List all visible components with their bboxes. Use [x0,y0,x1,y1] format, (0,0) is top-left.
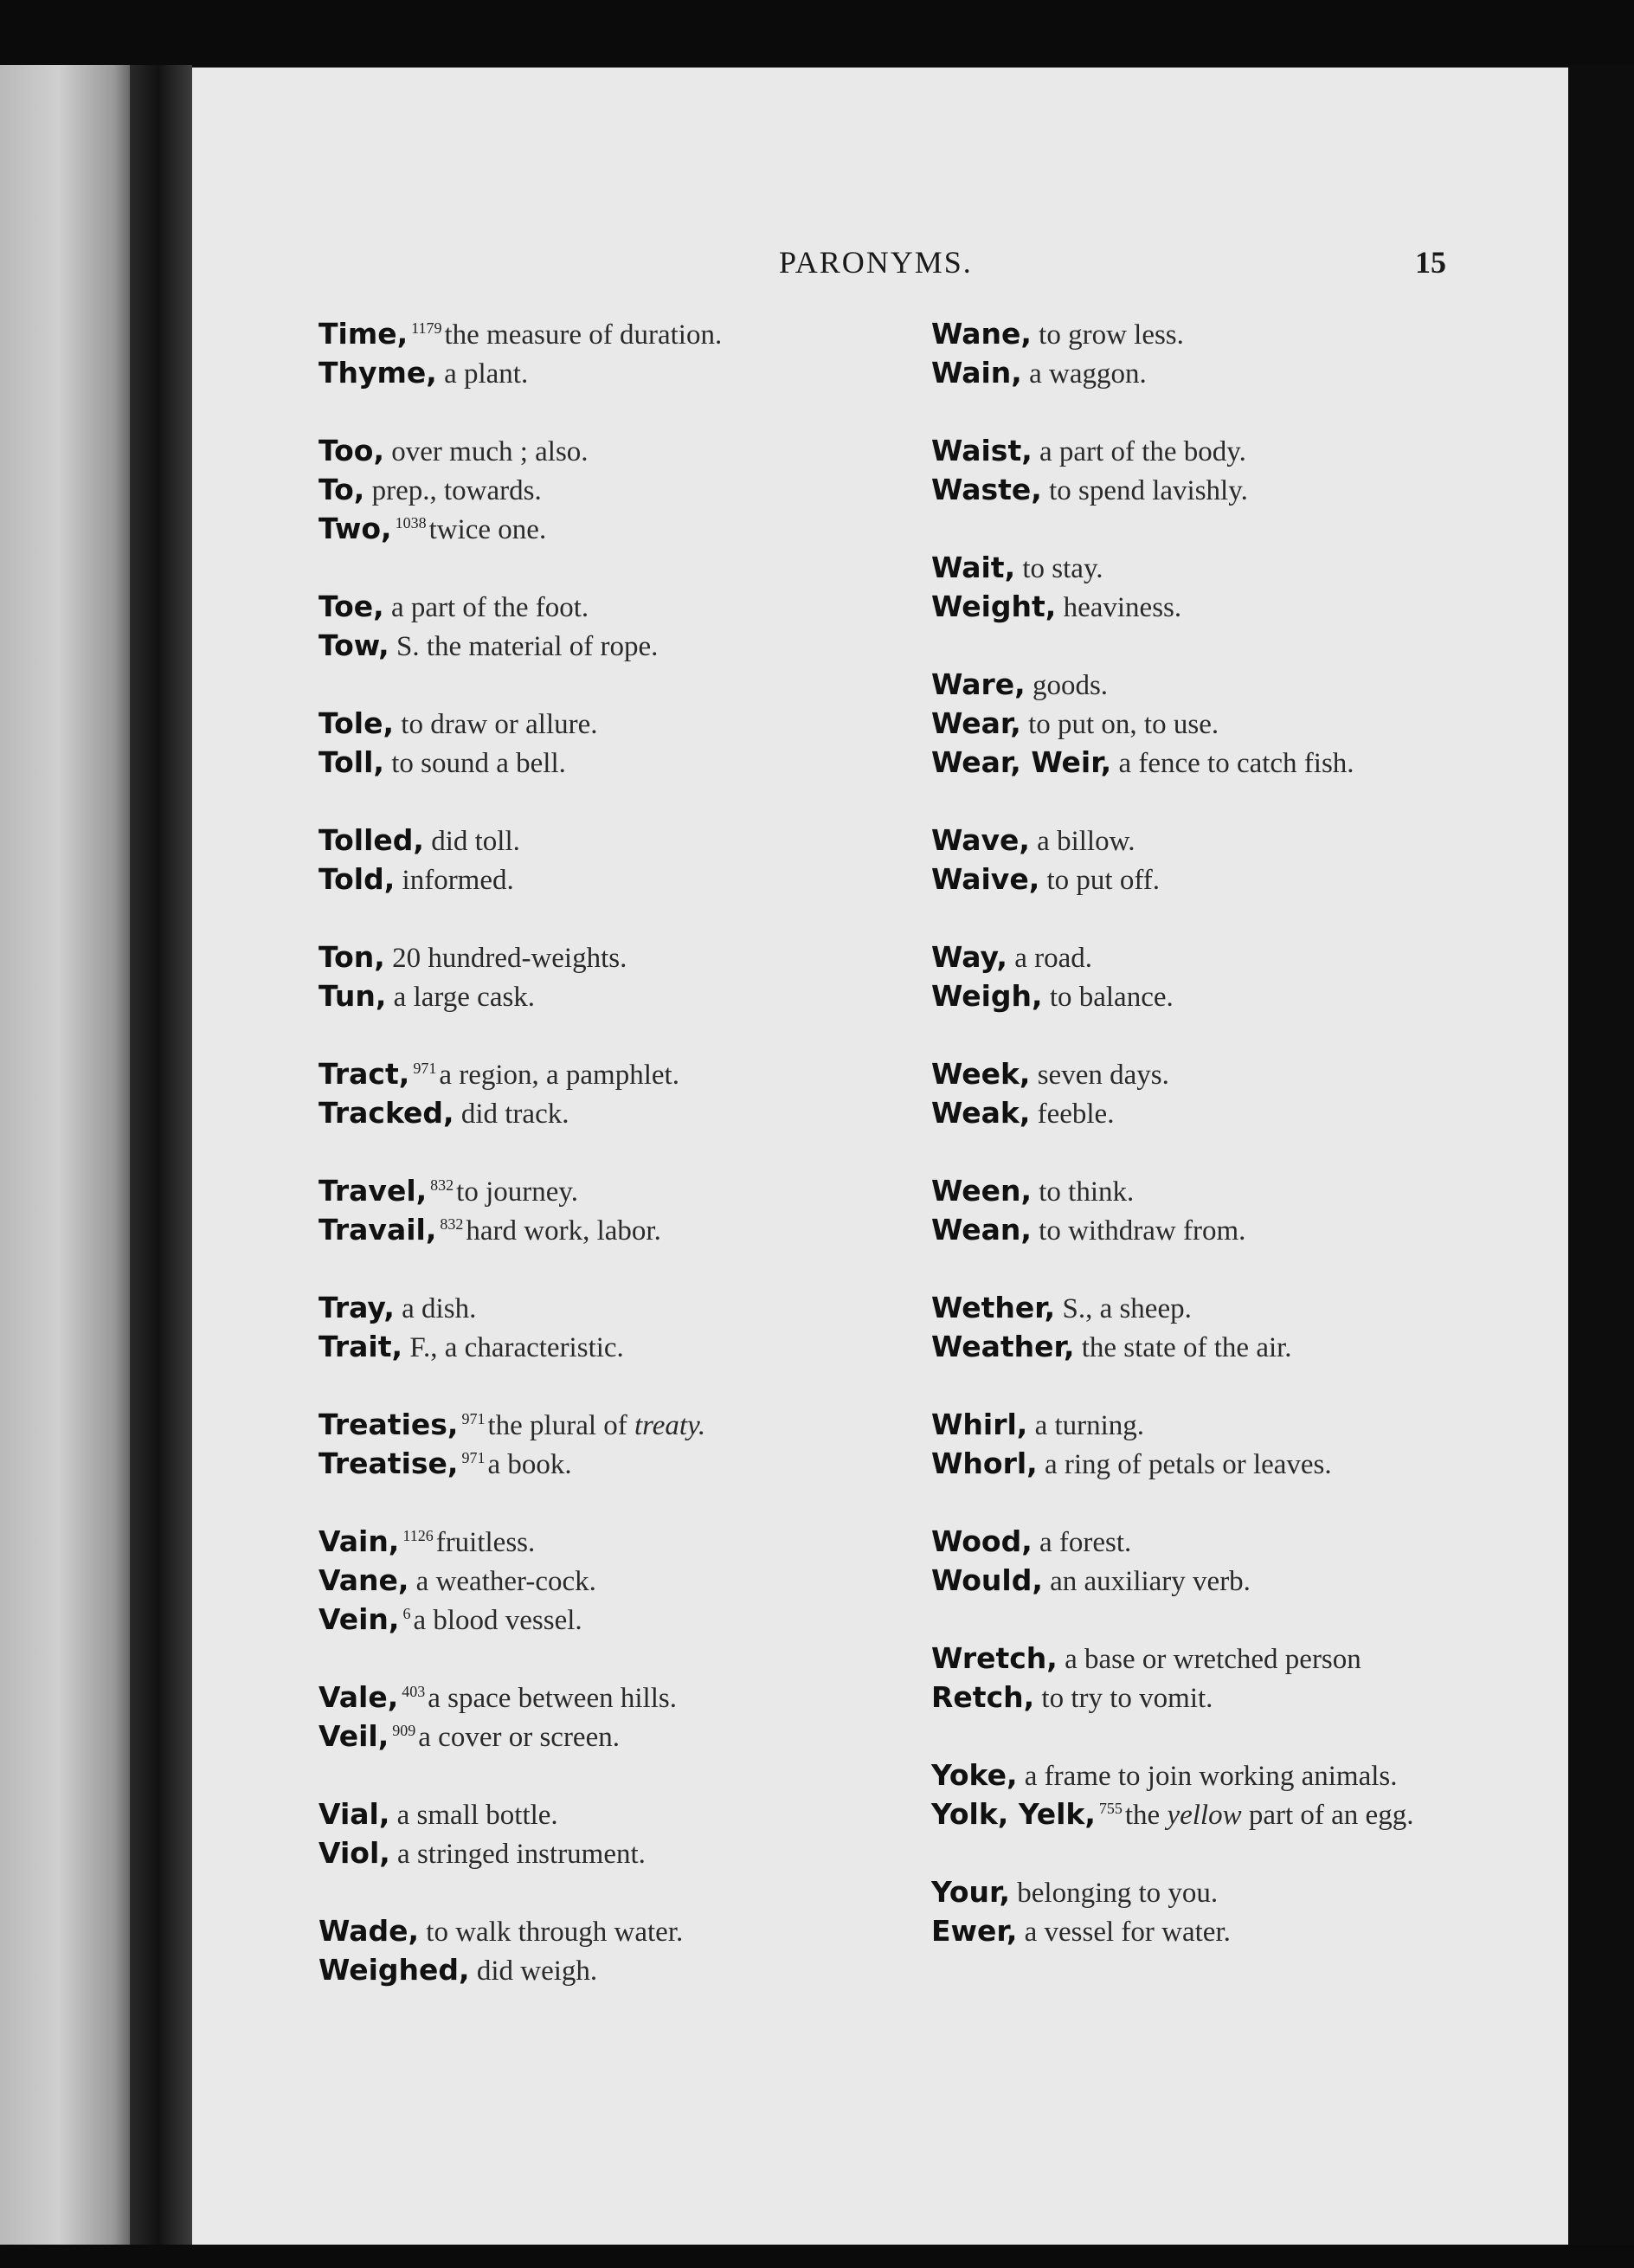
definition: seven days. [1037,1060,1169,1091]
paronym-entry [931,1640,1451,1678]
paronym-group [931,1172,1451,1250]
paronym-group [318,1172,872,1250]
paronym-group [931,666,1451,783]
paronym-group [931,1640,1451,1717]
headword: Too, [318,434,385,467]
paronym-entry [318,471,872,510]
definition: to sound a bell. [391,748,566,779]
headword: Ware, [931,667,1026,701]
definition: did toll. [431,826,520,857]
headword: Wade, [318,1914,420,1948]
headword: Tun, [318,979,387,1013]
paronym-group [318,1289,872,1367]
headword: Viol, [318,1836,390,1870]
definition: to think. [1039,1176,1135,1208]
headword: Wether, [931,1291,1056,1324]
definition: to put on, to use. [1028,709,1219,740]
paronym-entry [931,1406,1451,1445]
headword: Time, [318,317,408,351]
paronym-entry [318,1172,872,1211]
definition: 20 hundred-weights. [392,943,627,974]
facing-page-edge [0,65,145,2246]
definition: a space between hills. [428,1683,677,1714]
headword: Trait, [318,1330,403,1363]
paronym-entry [931,549,1451,588]
paronym-entry [318,938,872,977]
definition: a large cask. [393,982,536,1013]
definition-italic: yellow [1167,1800,1242,1831]
definition: a turning. [1034,1410,1145,1441]
paronym-entry [931,744,1451,783]
paronym-entry [931,315,1451,354]
paronym-entry [931,860,1451,899]
paronym-entry [318,1523,872,1562]
paronym-entry [931,1912,1451,1951]
headword: Veil, [318,1719,389,1753]
paronym-group [318,1406,872,1484]
definition: to try to vomit. [1041,1683,1213,1714]
headword: Yoke, [931,1758,1018,1792]
headword: Told, [318,862,396,896]
paronym-entry [931,432,1451,471]
definition: heaviness. [1063,592,1182,623]
paronym-entry [931,1795,1451,1834]
scan-right-border [1568,68,1634,2245]
headword: Your, [931,1875,1010,1909]
paronym-entry [931,1055,1451,1094]
definition: a region, a pamphlet. [439,1060,679,1091]
definition: a forest. [1039,1527,1132,1558]
headword: Weight, [931,590,1057,623]
definition: a weather-cock. [415,1566,596,1597]
headword: Waist, [931,434,1033,467]
headword: Vein, [318,1602,400,1636]
reference-number: 1126 [402,1527,434,1544]
paronym-group [931,938,1451,1016]
paronym-entry [318,1406,872,1445]
definition: a cover or screen. [418,1722,620,1753]
reference-number: 1038 [395,514,427,532]
headword: Two, [318,512,392,545]
paronym-entry [318,977,872,1016]
paronym-entry [931,977,1451,1016]
definition: the state of the air. [1081,1332,1292,1363]
paronym-entry [931,1562,1451,1601]
definition: belonging to you. [1017,1878,1219,1909]
headword: Wear, [931,706,1021,740]
headword: Wait, [931,551,1016,584]
definition: a frame to join working animals. [1024,1761,1398,1792]
paronym-entry [318,1678,872,1717]
reference-number: 971 [461,1449,486,1466]
headword: Weak, [931,1096,1031,1130]
paronym-entry [318,1717,872,1756]
paronym-entry [318,315,872,354]
definition: the measure of duration. [444,319,723,351]
definition: over much ; also. [391,436,589,467]
headword: Tow, [318,628,389,662]
headword: Tolled, [318,823,424,857]
definition: S. the material of rope. [396,631,659,662]
headword: Wretch, [931,1641,1058,1675]
headword: Ton, [318,940,385,974]
paronym-group [931,1523,1451,1601]
paronym-entry [931,471,1451,510]
paronym-entry [931,588,1451,627]
definition: goods. [1032,670,1109,701]
paronym-entry [318,1055,872,1094]
definition: to balance. [1049,982,1174,1013]
paronym-group [318,315,872,393]
paronym-group [318,705,872,783]
headword: Thyme, [318,356,437,390]
headword: Ewer, [931,1914,1018,1948]
headword: Yolk, Yelk, [931,1797,1096,1831]
paronym-entry [318,1951,872,1990]
paronym-entry [318,1834,872,1873]
definition: a part of the body. [1039,436,1246,467]
paronym-group [931,315,1451,393]
headword: Retch, [931,1680,1035,1714]
paronym-entry [931,1328,1451,1367]
reference-number: 403 [402,1683,426,1700]
scan-bottom-border [0,2245,1634,2268]
headword: Toe, [318,590,384,623]
definition: a base or wretched person [1065,1644,1361,1675]
headword: Treatise, [318,1446,459,1480]
paronym-entry [318,510,872,549]
paronym-entry [931,705,1451,744]
paronym-entry [318,1211,872,1250]
paronym-entry [318,354,872,393]
paronym-group [931,1873,1451,1951]
headword: Tracked, [318,1096,454,1130]
headword: Travel, [318,1174,428,1208]
definition: twice one. [428,514,547,545]
paronym-entry [318,705,872,744]
headword: Weigh, [931,979,1043,1013]
paronym-entry [318,1601,872,1640]
definition: a waggon. [1029,358,1147,390]
headword: Toll, [318,745,384,779]
headword: To, [318,473,365,506]
headword: Travail, [318,1213,437,1247]
right-column [931,315,1451,1990]
paronym-entry [931,1756,1451,1795]
definition: a book. [487,1449,572,1480]
paronym-entry [931,1678,1451,1717]
paronym-entry [931,1523,1451,1562]
reference-number: 755 [1098,1800,1123,1817]
definition: a ring of petals or leaves. [1044,1449,1332,1480]
headword: Wane, [931,317,1032,351]
definition-continued: part of an egg. [1248,1800,1414,1831]
paronym-entry [318,432,872,471]
paronym-entry [318,1445,872,1484]
paronym-entry [931,354,1451,393]
headword: Weighed, [318,1953,470,1987]
headword: Tole, [318,706,395,740]
headword: Waste, [931,473,1042,506]
paronym-group [318,1795,872,1873]
paronym-entry [931,1873,1451,1912]
paronym-group [318,1523,872,1640]
definition: feeble. [1037,1099,1115,1130]
definition: fruitless. [435,1527,536,1558]
reference-number: 6 [402,1605,411,1622]
paronym-entry [318,588,872,627]
headword: Whorl, [931,1446,1038,1480]
reference-number: 1179 [411,319,442,337]
paronym-group [931,1289,1451,1367]
paronym-group [931,1406,1451,1484]
definition: a small bottle. [396,1800,558,1831]
definition: to walk through water. [426,1917,684,1948]
definition: prep., towards. [371,475,542,506]
headword: Wain, [931,356,1022,390]
definition: the plural of [487,1410,627,1441]
headword: Wave, [931,823,1030,857]
paronym-group [318,1912,872,1990]
reference-number: 832 [430,1176,454,1194]
definition: to stay. [1022,553,1103,584]
paronym-group [931,1055,1451,1133]
headword: Way, [931,940,1007,974]
definition: a road. [1014,943,1093,974]
headword: Wear, Weir, [931,745,1112,779]
headword: Weather, [931,1330,1075,1363]
page-number: 15 [1415,245,1446,280]
reference-number: 971 [461,1410,486,1427]
definition: to put off. [1046,865,1160,896]
definition: a stringed instrument. [397,1839,646,1870]
headword: Tray, [318,1291,395,1324]
definition: to journey. [456,1176,579,1208]
paronym-entry [931,1289,1451,1328]
paronym-group [931,822,1451,899]
paronym-entry [931,666,1451,705]
definition: a fence to catch fish. [1118,748,1354,779]
definition: to grow less. [1039,319,1184,351]
paronym-group [931,1756,1451,1834]
definition: the [1124,1800,1161,1831]
paronym-group [318,822,872,899]
headword: Wood, [931,1524,1033,1558]
definition-italic: treaty. [634,1410,706,1441]
definition: to withdraw from. [1039,1215,1246,1247]
paronym-entry [318,1289,872,1328]
paronym-entry [318,1795,872,1834]
paronym-entry [931,822,1451,860]
paronym-group [318,1055,872,1133]
definition: F., a characteristic. [409,1332,624,1363]
paronym-entry [318,822,872,860]
headword: Vane, [318,1563,409,1597]
paronym-group [318,938,872,1016]
paronym-group [931,549,1451,627]
left-column [318,315,872,2029]
definition: did weigh. [476,1956,598,1987]
paronym-group [318,588,872,666]
headword: Whirl, [931,1408,1028,1441]
paronym-entry [931,1211,1451,1250]
definition: informed. [402,865,514,896]
book-spine-shadow [130,65,192,2246]
paronym-entry [318,860,872,899]
paronym-entry [931,1094,1451,1133]
definition: a blood vessel. [413,1605,582,1636]
paronym-entry [318,627,872,666]
headword: Ween, [931,1174,1033,1208]
definition: to spend lavishly. [1049,475,1248,506]
definition: an auxiliary verb. [1050,1566,1251,1597]
reference-number: 832 [440,1215,464,1233]
paronym-group [318,1678,872,1756]
paronym-entry [931,1172,1451,1211]
definition: a plant. [444,358,529,390]
paronym-group [318,432,872,549]
headword: Week, [931,1057,1031,1091]
headword: Tract, [318,1057,410,1091]
headword: Waive, [931,862,1040,896]
definition: S., a sheep. [1062,1293,1192,1324]
paronym-entry [931,1445,1451,1484]
definition: a vessel for water. [1024,1917,1231,1948]
paronym-entry [318,1912,872,1951]
scan-top-border [0,0,1634,65]
headword: Vale, [318,1680,399,1714]
definition: a billow. [1037,826,1135,857]
definition: a part of the foot. [390,592,589,623]
paronym-entry [931,938,1451,977]
definition: to draw or allure. [401,709,598,740]
paronym-entry [318,744,872,783]
paronym-group [931,432,1451,510]
paronym-entry [318,1328,872,1367]
paronym-entry [318,1094,872,1133]
reference-number: 909 [392,1722,416,1739]
headword: Would, [931,1563,1043,1597]
paronym-entry [318,1562,872,1601]
definition: a dish. [402,1293,477,1324]
running-head: PARONYMS. [779,245,973,280]
headword: Vain, [318,1524,400,1558]
headword: Vial, [318,1797,390,1831]
definition: hard work, labor. [466,1215,661,1247]
headword: Wean, [931,1213,1032,1247]
definition: did track. [460,1099,569,1130]
reference-number: 971 [413,1060,437,1077]
headword: Treaties, [318,1408,459,1441]
